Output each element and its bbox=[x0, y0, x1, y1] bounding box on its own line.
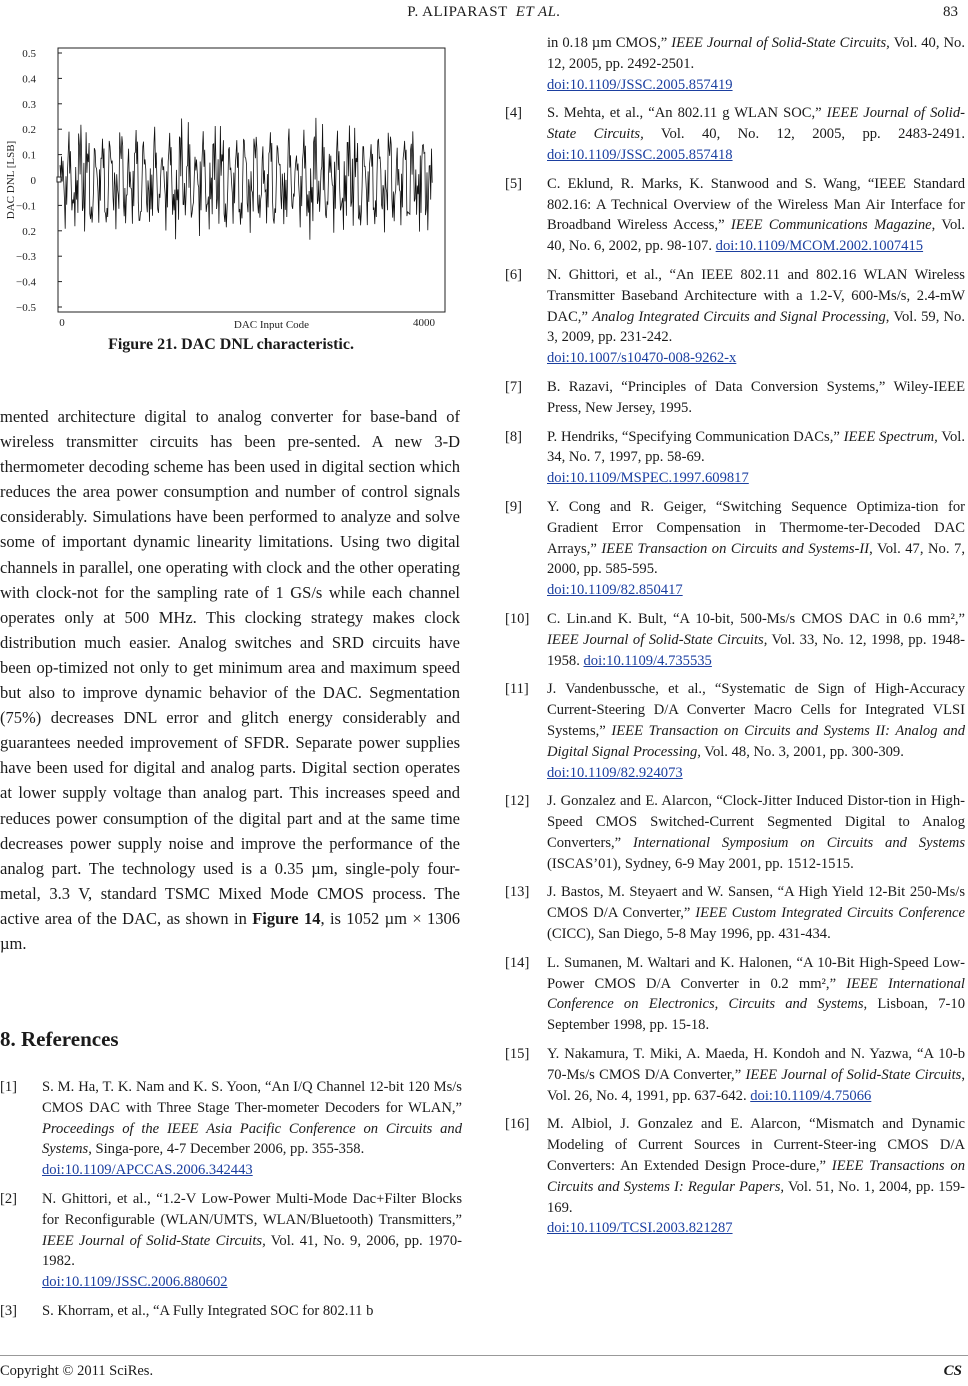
reference-item bbox=[0, 1077, 462, 1181]
reference-number: [8] bbox=[505, 428, 523, 445]
y-tick-label: −0.4 bbox=[16, 276, 36, 289]
reference-details: , Lisboan, 7-10 September 1998, pp. 15-18. bbox=[547, 996, 965, 1034]
reference-text: J. Bastos, M. Steyaert and W. Sansen, “A High Yield 12-Bit 250-Ms/s CMOS D/A Converter,” bbox=[547, 884, 965, 922]
reference-details: Vol. 40, No. 12, 2005, pp. 2483-2491. bbox=[643, 126, 965, 143]
reference-details: , Vol. 40, No. 6, 2002, pp. 98-107. bbox=[547, 217, 965, 255]
reference-number: [7] bbox=[505, 378, 523, 395]
footer-rule bbox=[0, 1355, 968, 1356]
reference-item bbox=[505, 791, 965, 874]
reference-details: , Vol. 47, No. 7, 2000, pp. 585-595. bbox=[547, 540, 965, 578]
dnl-chart bbox=[0, 30, 462, 330]
reference-doi-link[interactable]: doi:10.1109/82.924073 bbox=[547, 764, 683, 781]
paragraph-end: , is 1052 µm × 1306 µm. bbox=[0, 908, 461, 953]
reference-venue: International Symposium on Circuits and Systems bbox=[633, 834, 965, 851]
running-header bbox=[0, 4, 968, 21]
reference-details: Vol. 48, No. 3, 2001, pp. 300-309. bbox=[700, 743, 904, 760]
header-etal: ET AL. bbox=[515, 4, 561, 20]
footer-copyright: Copyright © 2011 SciRes. bbox=[0, 1363, 154, 1379]
reference-item bbox=[505, 679, 965, 783]
reference-doi-link[interactable]: doi:10.1109/82.850417 bbox=[547, 582, 683, 599]
reference-text: N. Ghittori, et al., “An IEEE 802.11 and 802.16 WLAN Wireless Transmitter Baseband Architecture with a 1.2-V, 600-Ms/s, 2.4-mW DAC,” bbox=[547, 266, 965, 325]
reference-doi-link[interactable]: doi:10.1109/MCOM.2002.1007415 bbox=[715, 238, 924, 255]
reference-venue: IEEE Transaction on Circuits and Systems II: Analog and Digital Signal Processing, bbox=[547, 722, 965, 760]
reference-item bbox=[505, 1114, 965, 1239]
reference-number: [16] bbox=[505, 1116, 530, 1133]
reference-details: , Vol. 59, No. 3, 2009, pp. 231-242. bbox=[547, 308, 965, 346]
header-author: P. ALIPARAST bbox=[407, 4, 508, 20]
reference-doi-link[interactable]: doi:10.1109/JSSC.2005.857419 bbox=[547, 76, 733, 93]
reference-item bbox=[505, 1044, 965, 1106]
reference-text: C. Eklund, R. Marks, K. Stanwood and S. Wang, “IEEE Standard 802.16: A Technical Overview of the Wireless Man Air Interface for Broadband Wireless Access,” bbox=[547, 175, 965, 234]
dnl-series-line bbox=[60, 118, 432, 240]
right-column bbox=[505, 33, 965, 1247]
reference-text: S. Mehta, et al., “An 802.11 g WLAN SOC,” bbox=[547, 105, 827, 122]
figure-dnl bbox=[0, 30, 462, 358]
references-left bbox=[0, 1077, 462, 1330]
conclusion-paragraph bbox=[0, 404, 460, 956]
reference-details: Vol. 40, No. 12, 2005, pp. 2492-2501. bbox=[547, 35, 965, 72]
reference-text: M. Albiol, J. Gonzalez and E. Alarcon, “Mismatch and Dynamic Modeling of Current Sources in Current-Steer-ing CMOS D/A Converters: An Extended Design Proce-dure,” bbox=[547, 1116, 965, 1175]
reference-number: [2] bbox=[0, 1190, 18, 1207]
reference-text: C. Lin.and K. Bult, “A 10-bit, 500-Ms/s CMOS DAC in 0.6 mm²,” bbox=[547, 610, 965, 627]
references-right bbox=[505, 33, 965, 1239]
reference-text: J. Vandenbussche, et al., “Systematic de Sign of High-Accuracy Current-Steering D/A Converter Macro Cells for Integrated VLSI Systems,” bbox=[547, 681, 965, 739]
figure-caption: Figure 21. DAC DNL characteristic. bbox=[108, 336, 354, 353]
reference-venue: IEEE Journal of Solid-State Circuits, bbox=[42, 1232, 266, 1249]
x-tick-label: 4000 bbox=[413, 317, 436, 329]
reference-item bbox=[0, 1189, 462, 1293]
reference-venue: IEEE Journal of Solid-State Circuits, bbox=[547, 631, 768, 648]
reference-doi-link[interactable]: doi:10.1109/MSPEC.1997.609817 bbox=[547, 470, 749, 487]
reference-text: S. Khorram, et al., “A Fully Integrated SOC for 802.11 b bbox=[42, 1302, 374, 1319]
reference-doi-link[interactable]: doi:10.1109/4.75066 bbox=[750, 1087, 872, 1104]
y-tick-label: 0.3 bbox=[22, 98, 36, 111]
reference-venue: IEEE Communications Magazine bbox=[730, 217, 932, 234]
y-tick-label: 0.2 bbox=[22, 225, 36, 238]
reference-text: in 0.18 µm CMOS,” bbox=[547, 35, 672, 51]
reference-venue: IEEE Transaction on Circuits and Systems-II bbox=[601, 540, 870, 557]
y-tick-label: −0.5 bbox=[16, 302, 36, 314]
reference-number: [6] bbox=[505, 266, 523, 283]
reference-venue: IEEE Journal of Solid-State Circuits bbox=[745, 1066, 962, 1083]
page-number: 83 bbox=[943, 4, 958, 20]
reference-text: Y. Nakamura, T. Miki, A. Maeda, H. Kondoh and N. Yazwa, “A 10-b 70-Ms/s CMOS D/A Converter,” bbox=[547, 1046, 965, 1083]
reference-details: (CICC), San Diego, 5-8 May 1996, pp. 431-434. bbox=[547, 926, 831, 943]
reference-details: Vol. 41, No. 9, 2006, pp. 1970-1982. bbox=[42, 1232, 463, 1270]
reference-venue: IEEE Custom Integrated Circuits Conference bbox=[695, 905, 965, 922]
reference-item bbox=[505, 265, 965, 369]
reference-item bbox=[505, 377, 965, 419]
reference-number: [9] bbox=[505, 498, 523, 515]
footer-journal: CS bbox=[943, 1363, 962, 1379]
paragraph-text: mented architecture digital to analog converter for base-band of wireless transmitter circuits has been pre-sented. A new 3-D thermometer decoding scheme has been used in digital section which reduces the area power consumption and number of control signals considerably. Simulations have been performed to analyze and solve some of important dynamic linearity limitations. Using two digital channels in parallel, one operating with clock and the other operating with clock-not for the sampling rate of 1 GS/s while each channel operates only at 500 MHz. This clocking strategy makes clock distribution much easier. Analog switches and SRD circuits have been op-timized not only to get minimum area and maximum speed but also to improve dynamic behavior of the DAC. Segmentation (75%) decreases DNL error and glitch energy considerably and guarantees needed improvement of SFDR. Separate power supplies have been used for digital and analog parts. Digital section operates at lower supply voltage than analog part. This increases speed and reduces power consumption of the digital part and at the same time decreases power supply noise and improve the performance of the analog part. The technology used is a 0.35 µm, single-poly four-metal, 3.3 V, standard TSMC Mixed Mode CMOS process. The active area of the DAC, as shown in bbox=[0, 407, 460, 928]
reference-details: , Vol. 26, No. 4, 1991, pp. 637-642. bbox=[547, 1066, 965, 1104]
reference-details: Vol. 33, No. 12, 1998, pp. 1948-1958. bbox=[547, 631, 965, 669]
zero-marker bbox=[57, 177, 61, 182]
reference-venue: IEEE International Conference on Electronics, Circuits and Systems bbox=[547, 975, 965, 1013]
reference-text: B. Razavi, “Principles of Data Conversion Systems,” Wiley-IEEE Press, New Jersey, 1995. bbox=[547, 378, 965, 416]
reference-text: L. Sumanen, M. Waltari and K. Halonen, “A 10-Bit High-Speed Low-Power CMOS D/A Converter in 0.2 mm²,” bbox=[547, 954, 965, 992]
reference-text: Y. Cong and R. Geiger, “Switching Sequence Optimiza-tion for Gradient Error Compensation in Thermome-ter-Decoded DAC Arrays,” bbox=[547, 498, 965, 557]
reference-number: [4] bbox=[505, 105, 523, 122]
reference-item bbox=[505, 953, 965, 1036]
reference-item bbox=[505, 882, 965, 944]
y-tick-label: 0 bbox=[30, 175, 36, 187]
left-column bbox=[0, 30, 463, 1319]
y-tick-label: −0.3 bbox=[16, 251, 36, 264]
reference-doi-link[interactable]: doi:10.1109/APCCAS.2006.342443 bbox=[42, 1162, 253, 1179]
reference-venue: IEEE Journal of Solid-State Circuits, bbox=[547, 105, 965, 143]
reference-number: [14] bbox=[505, 954, 530, 971]
reference-number: [11] bbox=[505, 681, 529, 698]
reference-number: [3] bbox=[0, 1302, 18, 1319]
reference-venue: IEEE Spectrum, bbox=[843, 428, 938, 445]
reference-item bbox=[505, 497, 965, 601]
reference-details: , Singa-pore, 4-7 December 2006, pp. 355-358. bbox=[88, 1141, 365, 1158]
reference-details: Vol. 51, No. 1, 2004, pp. 159-169. bbox=[547, 1178, 965, 1216]
reference-venue: IEEE Transactions on Circuits and Systems I: Regular Papers, bbox=[547, 1158, 965, 1195]
reference-venue: Analog Integrated Circuits and Signal Processing bbox=[592, 308, 886, 325]
y-tick-label: 0.5 bbox=[22, 48, 36, 60]
references-heading: 8. References bbox=[0, 1027, 119, 1051]
reference-item bbox=[505, 174, 965, 257]
reference-doi-link[interactable]: doi:10.1109/JSSC.2006.880602 bbox=[42, 1274, 228, 1291]
figure-reference: Figure 14 bbox=[252, 908, 321, 928]
x-tick-label: 0 bbox=[59, 317, 65, 329]
y-tick-label: 0.2 bbox=[22, 124, 36, 137]
y-tick-label: 0.1 bbox=[22, 149, 36, 162]
reference-number: [12] bbox=[505, 793, 530, 810]
y-tick-label: 0.4 bbox=[22, 73, 36, 86]
reference-item bbox=[505, 103, 965, 165]
reference-doi-link[interactable]: doi:10.1109/JSSC.2005.857418 bbox=[547, 146, 733, 163]
reference-item bbox=[0, 1301, 462, 1322]
reference-item bbox=[505, 427, 965, 489]
x-axis-label: DAC Input Code bbox=[233, 319, 310, 330]
reference-number: [15] bbox=[505, 1046, 530, 1063]
reference-number: [13] bbox=[505, 884, 530, 901]
y-tick-label: −0.1 bbox=[16, 200, 36, 213]
reference-text: J. Gonzalez and E. Alarcon, “Clock-Jitter Induced Distor-tion in High-Speed CMOS Switched-Current Segmented Digital to Analog Converters,” bbox=[547, 793, 965, 851]
reference-venue: Proceedings of the IEEE Asia Pacific Conference on Circuits and Systems bbox=[42, 1120, 462, 1158]
reference-details: Vol. 34, No. 7, 1997, pp. 58-69. bbox=[547, 428, 965, 466]
reference-doi-link[interactable]: doi:10.1109/4.735535 bbox=[583, 652, 712, 669]
reference-number: [5] bbox=[505, 175, 523, 192]
reference-number: [10] bbox=[505, 610, 530, 627]
reference-text: S. M. Ha, T. K. Nam and K. S. Yoon, “An I/Q Channel 12-bit 120 Ms/s CMOS DAC with Three Stage Ther-mometer Decoders for WLAN,” bbox=[42, 1079, 462, 1116]
reference-text: P. Hendriks, “Specifying Communication DACs,” bbox=[547, 428, 844, 445]
reference-text: N. Ghittori, et al., “1.2-V Low-Power Multi-Mode Dac+Filter Blocks for Reconfigurable (WLAN/UMTS, WLAN/Bluetooth) Transmitters,” bbox=[42, 1190, 462, 1228]
reference-item bbox=[505, 609, 965, 671]
reference-venue: IEEE Journal of Solid-State Circuits, bbox=[671, 35, 890, 51]
reference-doi-link[interactable]: doi:10.1007/s10470-008-9262-x bbox=[547, 350, 737, 367]
reference-item bbox=[505, 33, 965, 95]
reference-doi-link[interactable]: doi:10.1109/TCSI.2003.821287 bbox=[547, 1220, 733, 1237]
reference-details: (ISCAS’01), Sydney, 6-9 May 2001, pp. 1512-1515. bbox=[547, 855, 854, 872]
y-axis-label: DAC DNL [LSB] bbox=[5, 140, 17, 220]
reference-number: [1] bbox=[0, 1079, 18, 1095]
